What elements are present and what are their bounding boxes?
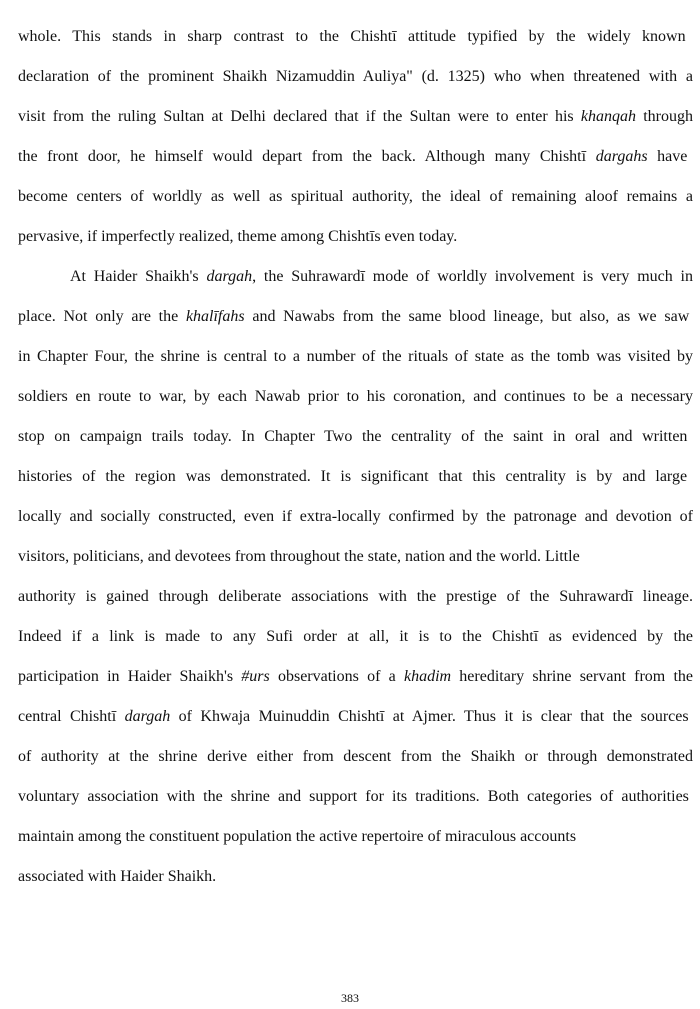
text-line: the front door, he himself would depart from the back. Although many Chishtī dargahs have [18, 148, 688, 165]
text-line: authority is gained through deliberate associations with the prestige of the Suhrawardī lineage. [18, 588, 693, 605]
text-line: of authority at the shrine derive either from descent from the Shaikh or through demonstrated [18, 748, 693, 765]
text-line: place. Not only are the khalīfahs and Nawabs from the same blood lineage, but also, as we saw [18, 308, 690, 325]
text-line: voluntary association with the shrine and support for its traditions. Both categories of authorities [18, 788, 689, 805]
text-line: stop on campaign trails today. In Chapter Two the centrality of the saint in oral and written [18, 428, 688, 445]
text-line: whole. This stands in sharp contrast to the Chishtī attitude typified by the widely known [18, 28, 686, 45]
text-line: visitors, politicians, and devotees from throughout the state, nation and the world. Little [18, 548, 580, 565]
text-line: declaration of the prominent Shaikh Nizamuddin Auliya" (d. 1325) who when threatened with a [18, 68, 693, 85]
text-line: associated with Haider Shaikh. [18, 868, 217, 885]
italic-term: #urs [241, 668, 270, 685]
italic-term: khanqah [580, 108, 636, 125]
text-line: participation in Haider Shaikh's #urs observations of a khadim hereditary shrine servant from the [18, 668, 694, 685]
text-line: locally and socially constructed, even if extra-locally confirmed by the patronage and devotion of [18, 508, 693, 525]
text-line: histories of the region was demonstrated. It is significant that this centrality is by and large [18, 468, 688, 485]
italic-term: dargah [206, 268, 253, 285]
text-line: Indeed if a link is made to any Sufi order at all, it is to the Chishtī as evidenced by the [18, 628, 693, 645]
text-line: At Haider Shaikh's dargah, the Suhrawardī mode of worldly involvement is very much in [70, 268, 693, 285]
text-line: maintain among the constituent population the active repertoire of miraculous accounts [18, 828, 577, 845]
page-number: 383 [341, 991, 359, 1005]
italic-term: dargah [124, 708, 171, 725]
text-line: in Chapter Four, the shrine is central to a number of the rituals of state as the tomb was visited by [18, 348, 693, 365]
text-line: visit from the ruling Sultan at Delhi declared that if the Sultan were to enter his khanqah through [18, 108, 693, 125]
italic-term: dargahs [595, 148, 648, 165]
text-line: pervasive, if imperfectly realized, theme among Chishtīs even today. [18, 228, 458, 245]
text-line: become centers of worldly as well as spiritual authority, the ideal of remaining aloof remains a [18, 188, 693, 205]
text-line: soldiers en route to war, by each Nawab prior to his coronation, and continues to be a necessary [18, 388, 693, 405]
text-line: central Chishtī dargah of Khwaja Muinuddin Chishtī at Ajmer. Thus it is clear that the sources [18, 708, 689, 725]
italic-term: khadim [403, 668, 452, 685]
italic-term: khalīfahs [185, 308, 245, 325]
